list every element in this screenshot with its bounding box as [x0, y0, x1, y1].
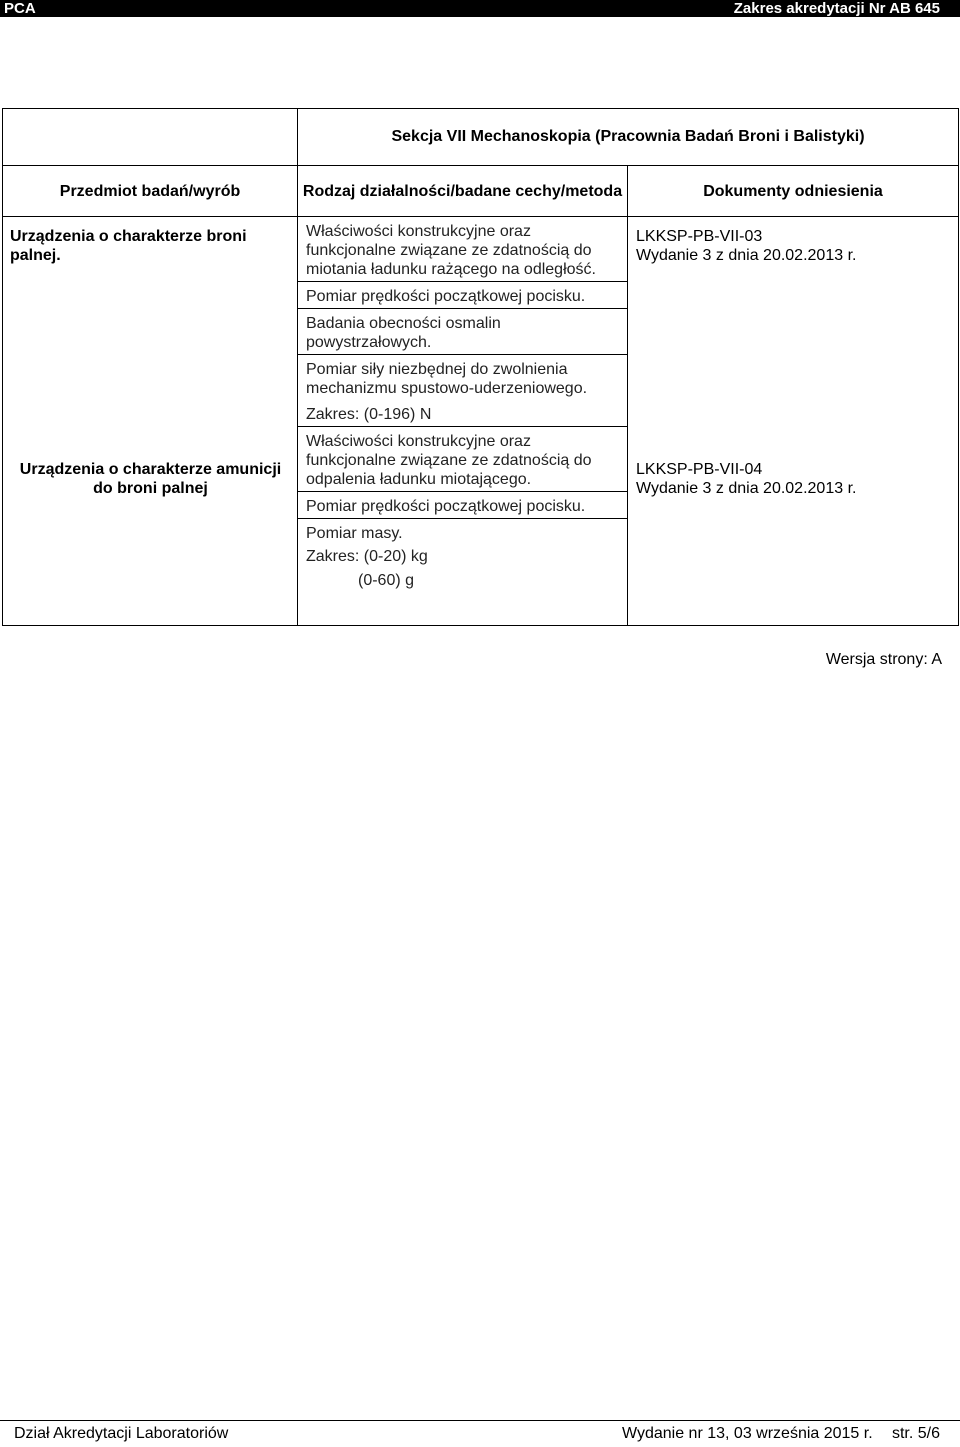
- method-range: (0-60) g: [358, 572, 415, 589]
- subject-cell: [3, 217, 298, 626]
- methods-cell: [298, 217, 628, 626]
- ref-edition: Wydanie 3 z dnia 20.02.2013 r.: [636, 247, 857, 264]
- header-org: PCA: [4, 0, 36, 17]
- ref-code: LKKSP-PB-VII-04: [636, 461, 763, 478]
- ref-doc-03: [636, 227, 856, 265]
- method-item: Pomiar masy.: [306, 525, 403, 542]
- method-item: Pomiar siły niezbędnej do zwolnienia mechanizmu spustowo-uderzeniowego.: [306, 361, 588, 397]
- subject-firearms: Urządzenia o charakterze broni palnej.: [10, 228, 247, 264]
- ref-code: LKKSP-PB-VII-03: [636, 228, 763, 245]
- footer-department: Dział Akredytacji Laboratoriów: [14, 1425, 229, 1442]
- page-header: [0, 0, 960, 17]
- section-title: Sekcja VII Mechanoskopia (Pracownia Badań Broni i Balistyki): [298, 109, 959, 166]
- method-range: Zakres: (0-20) kg: [306, 548, 428, 565]
- refs-cell: [628, 217, 959, 626]
- col-header-refs: Dokumenty odniesienia: [628, 166, 959, 217]
- footer-edition: Wydanie nr 13, 03 września 2015 r.: [622, 1425, 873, 1442]
- method-item: Badania obecności osmalin powystrzałowych.: [298, 309, 627, 355]
- method-item: Właściwości konstrukcyjne oraz funkcjonalne związane ze zdatnością do miotania ładunku rażącego na odległość.: [298, 217, 627, 282]
- page-footer: [0, 1420, 960, 1447]
- method-item: Pomiar prędkości początkowej pocisku.: [298, 282, 627, 309]
- ref-edition: Wydanie 3 z dnia 20.02.2013 r.: [636, 480, 857, 497]
- col-header-subject: Przedmiot badań/wyrób: [3, 166, 298, 217]
- method-item: Właściwości konstrukcyjne oraz funkcjonalne związane ze zdatnością do odpalenia ładunku miotającego.: [298, 427, 627, 492]
- header-title: Zakres akredytacji Nr AB 645: [733, 0, 940, 17]
- ref-doc-04: [636, 460, 856, 498]
- page-version: Wersja strony: A: [825, 651, 942, 668]
- accreditation-table: [2, 108, 959, 626]
- method-item: Pomiar prędkości początkowej pocisku.: [298, 492, 627, 519]
- col-header-method: Rodzaj działalności/badane cechy/metoda: [298, 166, 628, 217]
- method-range: Zakres: (0-196) N: [298, 400, 627, 427]
- subject-ammunition: Urządzenia o charakterze amunicji do broni palnej: [19, 461, 282, 497]
- footer-page-number: str. 5/6: [891, 1425, 940, 1442]
